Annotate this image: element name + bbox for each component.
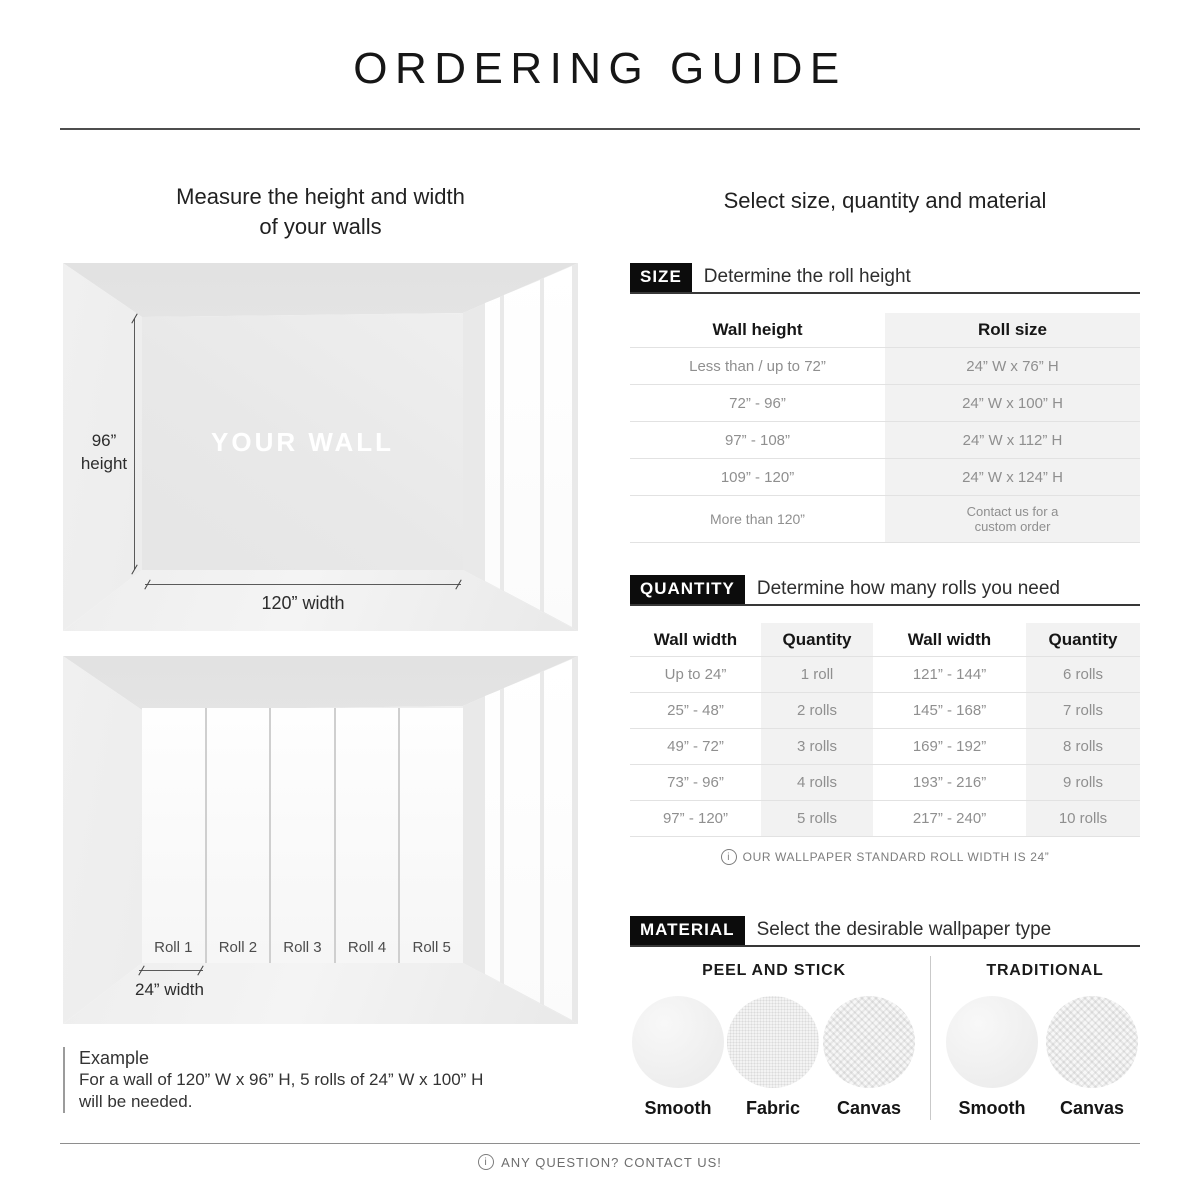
roll-width-dimension-label: 24” width [135, 980, 204, 999]
left-heading-line-1: Measure the height and width [176, 184, 465, 209]
column-header-quantity: Quantity [1026, 623, 1140, 656]
roll-label: Roll 2 [218, 939, 258, 956]
roll-note-text: OUR WALLPAPER STANDARD ROLL WIDTH IS 24” [742, 850, 1050, 864]
swatch-label: Smooth [644, 1098, 712, 1118]
wall-height-cell: 109” - 120” [720, 468, 795, 486]
roll-label: Roll 5 [412, 939, 451, 956]
size-section-header [630, 263, 1140, 294]
page-title: ORDERING GUIDE [353, 44, 847, 93]
size-table-header-row [630, 313, 1140, 348]
quantity-cell: 4 rolls [761, 765, 873, 800]
roll-panel [336, 708, 399, 963]
wallpaper-roll-panels [142, 708, 463, 963]
material-swatch-fabric [727, 996, 819, 1119]
wall-height-cell: More than 120” [710, 510, 805, 527]
wall-height-cell: 97” - 108” [724, 431, 791, 449]
canvas-texture-icon [823, 996, 915, 1088]
roll-size-cell: 24” W x 100” H [885, 385, 1140, 421]
example-line-2: will be needed. [79, 1092, 193, 1111]
column-header-wall-width: Wall width [653, 629, 738, 649]
wall-height-cell: Less than / up to 72” [689, 357, 826, 375]
info-icon [478, 1154, 494, 1170]
roll-panel [271, 708, 334, 963]
column-header-wall-width: Wall width [907, 629, 992, 649]
material-group-divider [930, 956, 931, 1120]
swatch-label: Canvas [1059, 1098, 1125, 1118]
quantity-cell: 1 roll [761, 657, 873, 692]
size-badge: SIZE [630, 263, 692, 292]
right-column-heading: Select size, quantity and material [723, 188, 1047, 213]
standard-roll-width-note [630, 849, 1140, 865]
wall-height-cell: 72” - 96” [729, 394, 786, 412]
width-dimension-line [145, 584, 461, 585]
size-table [630, 313, 1140, 543]
roll-panel [142, 708, 205, 963]
canvas-texture-icon [1046, 996, 1138, 1088]
wall-width-cell: Up to 24” [664, 666, 727, 683]
example-title: Example [79, 1048, 150, 1068]
your-wall-label: YOUR WALL [211, 427, 394, 457]
wall-width-cell: 169” - 192” [912, 738, 987, 755]
quantity-table-row [630, 657, 1140, 693]
height-word: height [80, 454, 128, 473]
footer-note-text: ANY QUESTION? CONTACT US! [501, 1154, 722, 1170]
size-table-row [630, 348, 1140, 385]
quantity-cell: 10 rolls [1026, 801, 1140, 836]
wall-width-cell: 217” - 240” [912, 810, 987, 827]
left-heading-line-2: of your walls [259, 214, 382, 239]
material-badge: MATERIAL [630, 916, 745, 945]
quantity-table-row [630, 801, 1140, 837]
material-group-peel-and-stick: PEEL AND STICK [702, 962, 846, 979]
swatch-label: Fabric [745, 1098, 801, 1118]
width-dimension-label: 120” width [261, 593, 345, 613]
wall-width-cell: 25” - 48” [667, 702, 724, 719]
quantity-badge: QUANTITY [630, 575, 745, 604]
fabric-texture-icon [727, 996, 819, 1088]
material-group-traditional: TRADITIONAL [986, 962, 1104, 979]
footer-contact-note [0, 1154, 1200, 1170]
swatch-label: Smooth [958, 1098, 1026, 1118]
material-subtitle: Select the desirable wallpaper type [756, 919, 1052, 940]
wall-width-cell: 193” - 216” [912, 774, 987, 791]
wall-width-cell: 97” - 120” [662, 810, 729, 827]
example-line-1: For a wall of 120” W x 96” H, 5 rolls of 24” W x 100” H [79, 1070, 484, 1089]
quantity-table-row [630, 765, 1140, 801]
material-swatch-canvas [1046, 996, 1138, 1119]
quantity-cell: 3 rolls [761, 729, 873, 764]
quantity-table [630, 623, 1140, 837]
roll-panel [207, 708, 270, 963]
roll-size-cell: 24” W x 76” H [885, 348, 1140, 384]
wall-width-cell: 145” - 168” [912, 702, 987, 719]
quantity-cell: 7 rolls [1026, 693, 1140, 728]
roll-label: Roll 4 [347, 939, 387, 956]
quantity-table-row [630, 729, 1140, 765]
quantity-table-header-row [630, 623, 1140, 657]
wall-width-cell: 73” - 96” [667, 774, 724, 791]
room-illustration-rolls [63, 656, 578, 1024]
material-swatch-smooth [632, 996, 724, 1119]
size-subtitle: Determine the roll height [703, 266, 911, 287]
quantity-cell: 6 rolls [1026, 657, 1140, 692]
quantity-cell: 8 rolls [1026, 729, 1140, 764]
roll-size-cell: 24” W x 112” H [885, 422, 1140, 458]
example-note [63, 1047, 579, 1113]
size-table-row [630, 496, 1140, 543]
footer-divider [60, 1143, 1140, 1144]
roll-label: Roll 3 [283, 939, 322, 956]
size-table-row [630, 385, 1140, 422]
roll-size-cell: 24” W x 124” H [885, 459, 1140, 495]
column-header-wall-height: Wall height [712, 320, 803, 339]
wall-width-cell: 49” - 72” [667, 738, 724, 755]
size-table-row [630, 459, 1140, 496]
height-dimension-label [63, 429, 145, 475]
left-column-heading [63, 182, 578, 242]
room-illustration-your-wall [63, 263, 578, 631]
quantity-cell: 5 rolls [761, 801, 873, 836]
size-table-row [630, 422, 1140, 459]
smooth-texture-icon [946, 996, 1038, 1088]
quantity-table-row [630, 693, 1140, 729]
material-section-header [630, 916, 1140, 947]
roll-size-cell: Contact us for a custom order [885, 496, 1140, 542]
column-header-roll-size: Roll size [885, 313, 1140, 347]
quantity-section-header [630, 575, 1140, 606]
material-swatch-canvas [823, 996, 915, 1119]
column-header-quantity: Quantity [761, 623, 873, 656]
title-divider [60, 128, 1140, 130]
wall-width-cell: 121” - 144” [912, 666, 987, 683]
roll-panel [400, 708, 463, 963]
quantity-cell: 9 rolls [1026, 765, 1140, 800]
info-icon [721, 849, 737, 865]
roll-width-dimension-line [139, 970, 203, 971]
quantity-cell: 2 rolls [761, 693, 873, 728]
height-value: 96” [91, 431, 117, 450]
smooth-texture-icon [632, 996, 724, 1088]
roll-label: Roll 1 [154, 939, 193, 956]
material-swatch-smooth [946, 996, 1038, 1119]
quantity-subtitle: Determine how many rolls you need [756, 578, 1060, 599]
swatch-label: Canvas [836, 1098, 902, 1118]
